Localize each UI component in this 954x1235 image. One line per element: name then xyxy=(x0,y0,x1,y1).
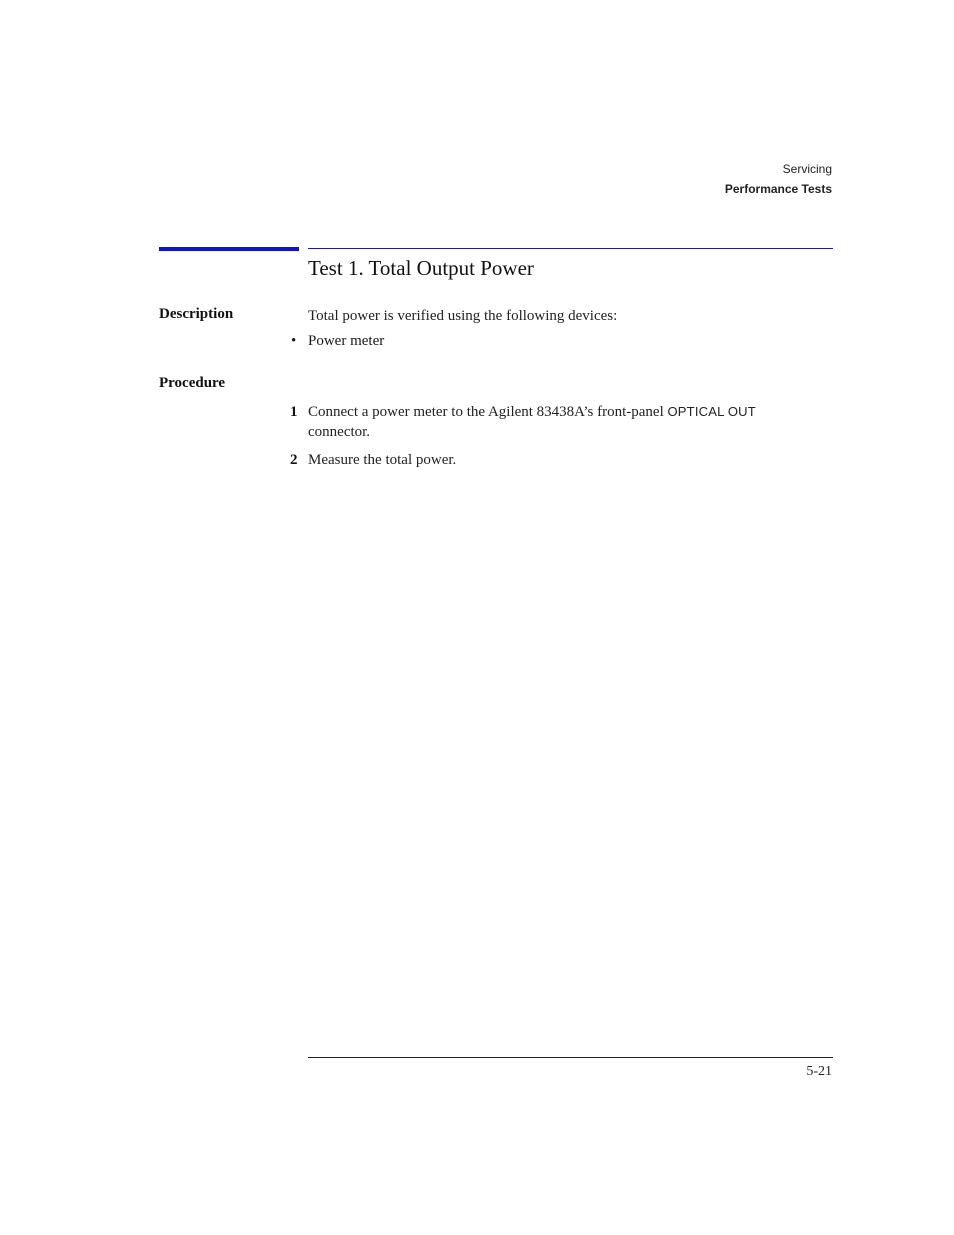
step-number: 1 xyxy=(290,404,298,420)
footer-rule xyxy=(308,1057,833,1058)
section-accent-bar xyxy=(159,247,299,251)
connector-label: OPTICAL OUT xyxy=(667,404,756,419)
running-head-chapter: Servicing xyxy=(782,162,832,176)
bullet-icon: • xyxy=(291,333,297,349)
step-text-before: Connect a power meter to the Agilent 83438A’s front-panel xyxy=(308,404,668,420)
running-head-section: Performance Tests xyxy=(724,182,832,196)
step-number: 2 xyxy=(290,452,298,468)
procedure-heading: Procedure xyxy=(159,375,226,391)
description-intro: Total power is verified using the following devices: xyxy=(308,308,618,324)
bullet-text: Power meter xyxy=(308,333,385,349)
page-title: Test 1. Total Output Power xyxy=(308,256,534,280)
step-text: Measure the total power. xyxy=(308,452,457,468)
step-text-after: connector. xyxy=(308,424,371,440)
title-rule xyxy=(308,248,833,249)
page-number: 5-21 xyxy=(806,1064,832,1079)
step-text xyxy=(308,402,808,442)
description-heading: Description xyxy=(159,306,234,322)
